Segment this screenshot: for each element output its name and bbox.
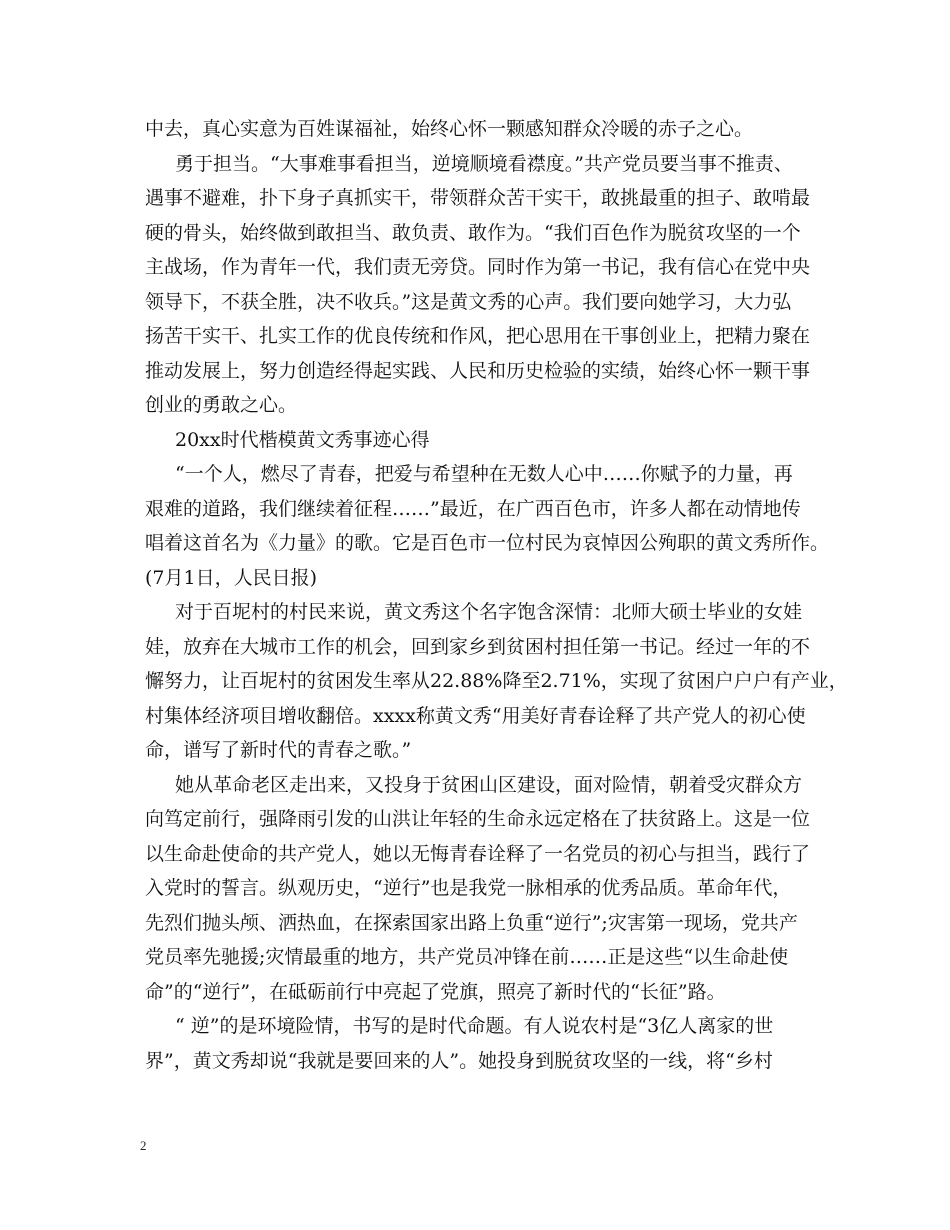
paragraph-start-line: 勇于担当。“大事难事看担当，逆境顺境看襟度。”共产党员要当事不推责、 — [175, 152, 793, 175]
text-line: 遇事不避难，扑下身子真抓实干，带领群众苦干实干，敢挑最重的担子、敢啃最 — [145, 187, 811, 209]
text-line: 中去，真心实意为百姓谋福祉，始终心怀一颗感知群众冷暖的赤子之心。 — [145, 118, 754, 140]
document-body — [145, 112, 848, 1078]
text-line: 创业的勇敢之心。 — [145, 394, 298, 416]
text-line: 领导下，不获全胜，决不收兵。”这是黄文秀的心声。我们要向她学习，大力弘 — [145, 290, 792, 313]
paragraph-start-line: 对于百坭村的村民来说，黄文秀这个名字饱含深情：北师大硕士毕业的女娃 — [175, 601, 803, 623]
text-line: 主战场，作为青年一代，我们责无旁贷。同时作为第一书记，我有信心在党中央 — [145, 256, 811, 278]
text-line: 唱着这首名为《力量》的歌。它是百色市一位村民为哀悼因公殉职的黄文秀所作。 — [145, 532, 830, 554]
text-line: 以生命赴使命的共产党人，她以无悔青春诠释了一名党员的初心与担当，践行了 — [145, 842, 811, 865]
text-line: 硬的骨头，始终做到敢担当、敢负责、敢作为。“我们百色作为脱贫攻坚的一个 — [145, 221, 801, 244]
text-line: 党员率先驰援;灾情最重的地方，共产党员冲锋在前……正是这些“以生命赴使 — [145, 946, 789, 968]
text-line: 入党时的誓言。纵观历史，“逆行”也是我党一脉相承的优秀品质。革命年代， — [145, 877, 792, 899]
page-number: 2 — [140, 1138, 147, 1153]
text-line: 推动发展上，努力创造经得起实践、人民和历史检验的实绩，始终心怀一颗干事 — [145, 359, 811, 382]
text-line: 艰难的道路，我们继续着征程……”最近，在广西百色市，许多人都在动情地传 — [145, 497, 801, 520]
text-line: 界”，黄文秀却说“我就是要回来的人”。她投身到脱贫攻坚的一线，将“乡村 — [145, 1049, 773, 1072]
text-line: 命，谱写了新时代的青春之歌。” — [145, 739, 412, 761]
text-line: 先烈们抛头颅、洒热血，在探索国家出路上负重“逆行”;灾害第一现场，党共产 — [145, 911, 798, 934]
text-line: 懈努力，让百坭村的贫困发生率从22.88%降至2.71%，实现了贫困户户户有产业， — [145, 670, 848, 692]
paragraph-start-line: 她从革命老区走出来，又投身于贫困山区建设，面对险情，朝着受灾群众方 — [175, 773, 803, 796]
text-line: 扬苦干实干、扎实工作的优良传统和作风，把心思用在干事创业上，把精力聚在 — [145, 325, 811, 347]
text-line: (7月1日，人民日报) — [145, 566, 318, 589]
text-line: 向笃定前行，强降雨引发的山洪让年轻的生命永远定格在了扶贫路上。这是一位 — [145, 808, 811, 830]
text-line: 命”的“逆行”，在砥砺前行中亮起了党旗，照亮了新时代的“长征”路。 — [145, 980, 726, 1003]
section-heading: 20xx时代楷模黄文秀事迹心得 — [175, 428, 430, 451]
text-line: 娃，放弃在大城市工作的机会，回到家乡到贫困村担任第一书记。经过一年的不 — [145, 635, 811, 658]
paragraph-start-line: “ 逆”的是环境险情，书写的是时代命题。有人说农村是“3亿人离家的世 — [175, 1015, 774, 1037]
paragraph-start-line: “一个人，燃尽了青春，把爱与希望种在无数人心中……你赋予的力量，再 — [175, 463, 793, 485]
text-line: 村集体经济项目增收翻倍。xxxx称黄文秀“用美好青春诠释了共产党人的初心使 — [145, 704, 806, 727]
